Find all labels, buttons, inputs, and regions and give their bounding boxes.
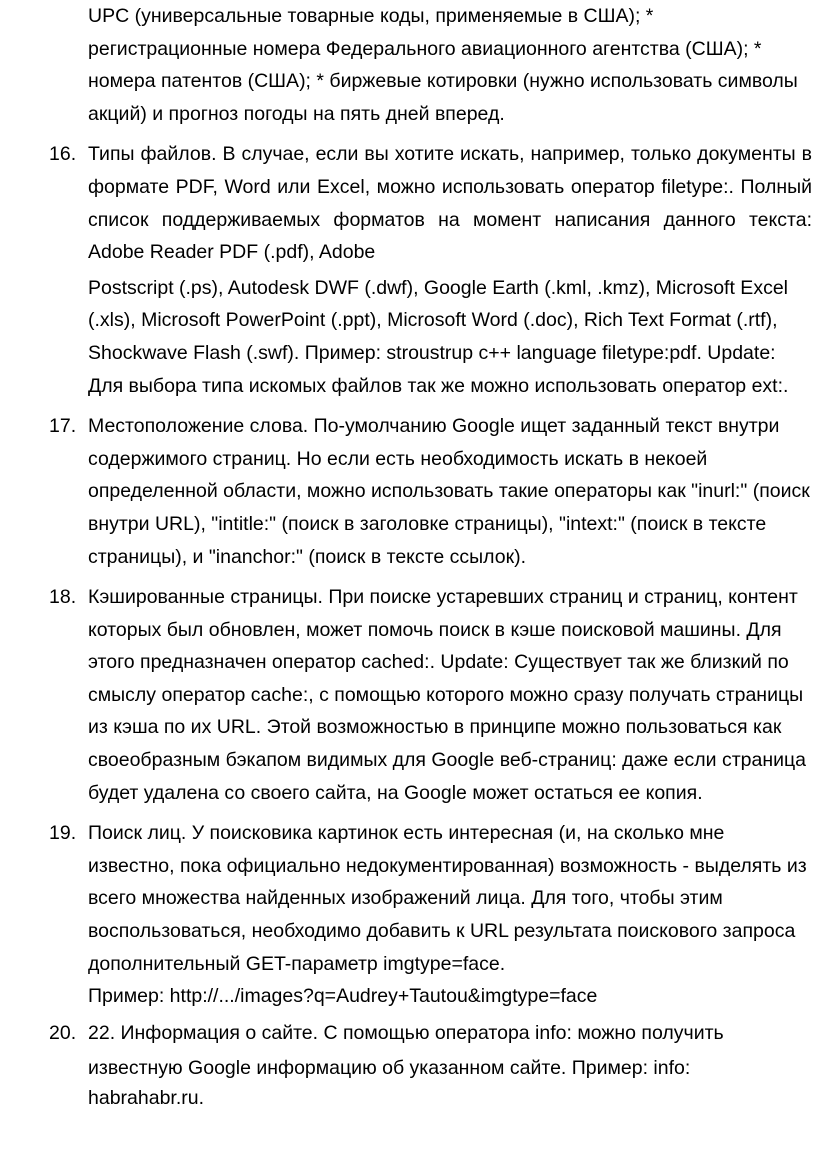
list-item-text: Поиск лиц. У поисковика картинок есть интересная (и, на сколько мне известно, пока официально недокументированная) возможность - выделять из всего множества найденных изображений лица. Для того, чтобы этим воспользоваться, необходимо добавить к URL результата поискового запроса дополнительный GET-параметр imgtype=face. <box>88 822 807 975</box>
list-item-text: Типы файлов. В случае, если вы хотите искать, например, только документы в формате PDF, Word или Excel, можно использовать оператор filetype:. Полный список поддерживаемых форматов на момент написания данного текста: Adobe Reader PDF (.pdf), Adobe <box>88 143 812 264</box>
list-item-text: Кэшированные страницы. При поиске устаревших страниц и страниц, контент которых был обновлен, может помочь поиск в кэше поисковой машины. Для этого предназначен оператор cached:. Update: Существует так же близкий по смыслу оператор cache:, с помощью которого можно сразу получать страницы из кэша по их URL. Этой возможностью в принципе можно пользоваться как своеобразным бэкапом видимых для Google веб-страниц: даже если страница будет удалена со своего сайта, на Google может остаться ее копия. <box>88 586 807 804</box>
list-item-18 <box>0 581 812 809</box>
list-item-number: 19. <box>49 822 77 845</box>
list-item-20 <box>0 1017 812 1114</box>
list-item-number: 17. <box>49 415 77 438</box>
list-item-number: 18. <box>49 586 77 609</box>
list-item-17 <box>0 410 812 573</box>
intro-text: UPC (универсальные товарные коды, применяемые в США); * регистрационные номера Федерального авиационного агентства (США); * номера патентов (США); * биржевые котировки (нужно использовать символы акций) и прогноз погоды на пять дней вперед. <box>88 5 798 125</box>
list-item-text: Местоположение слова. По-умолчанию Google ищет заданный текст внутри содержимого страниц. Но если есть необходимость искать в некоей определенной области, можно использовать такие операторы как "inurl:" (поиск внутри URL), "intitle:" (поиск в заголовке страницы), "intext:" (поиск в тексте страницы), и "inanchor:" (поиск в тексте ссылок). <box>88 415 810 568</box>
list-item-19 <box>0 817 812 1013</box>
list-item-16 <box>0 138 812 402</box>
list-item-number: 16. <box>49 143 77 166</box>
intro-paragraph <box>0 0 812 130</box>
list-item-number: 20. <box>49 1021 77 1044</box>
list-item-text-continued: известную Google информацию об указанном сайте. Пример: info: <box>88 1057 691 1080</box>
list-item-text-end: habrahabr.ru. <box>88 1087 205 1110</box>
list-item-example: Пример: http://.../images?q=Audrey+Tautou&imgtype=face <box>88 985 598 1008</box>
list-item-text: 22. Информация о сайте. С помощью оператора info: можно получить <box>88 1021 724 1044</box>
list-item-text-continued: Postscript (.ps), Autodesk DWF (.dwf), Google Earth (.kml, .kmz), Microsoft Excel (.xls), Microsoft PowerPoint (.ppt), Microsoft Word (.doc), Rich Text Format (.rtf), Shockwave Flash (.swf). Пример: stroustrup c++ language filetype:pdf. Update: Для выбора типа искомых файлов так же можно использовать оператор ext:. <box>88 276 789 397</box>
